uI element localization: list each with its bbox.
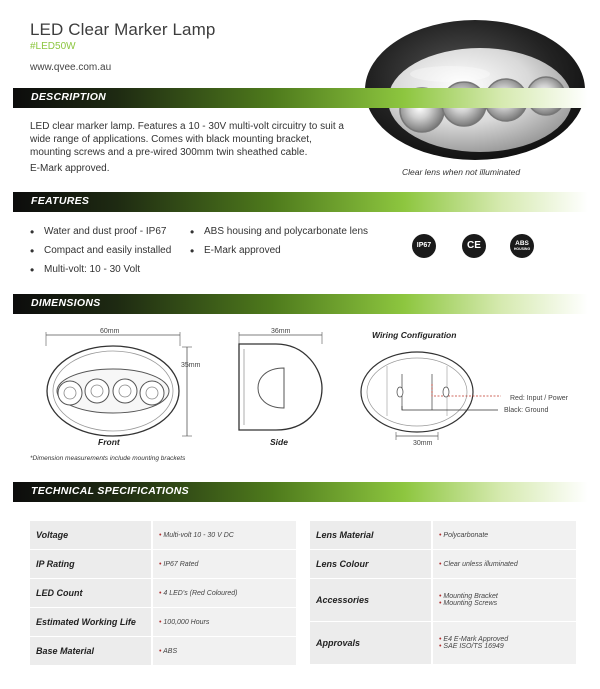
spec-label: Lens Colour (310, 550, 433, 578)
spec-row-lens-colour (310, 550, 576, 579)
spec-table-right (310, 521, 576, 665)
front-view-drawing (35, 330, 205, 438)
spec-label: IP Rating (30, 550, 153, 578)
description-paragraph: LED clear marker lamp. Features a 10 - 30V multi-volt circuitry to suit a wide range of applications. Comes with black mounting bracket, mounting screws and a pre-wired 300mm twin sheathed cable. (30, 121, 344, 158)
spec-value-item: • SAE ISO/TS 16949 (439, 643, 576, 650)
wiring-configuration-title: Wiring Configuration (372, 330, 457, 340)
spec-value-item: • Clear unless illuminated (439, 561, 576, 568)
section-header-features (13, 192, 588, 212)
spec-value-item: • Multi-volt 10 - 30 V DC (159, 532, 296, 539)
features-list-right (190, 226, 368, 264)
spec-row-base-material (30, 637, 296, 666)
wire-spacing-dimension: 30mm (413, 440, 433, 447)
front-height-dimension: 35mm (181, 362, 201, 369)
spec-value-item: • E4 E-Mark Approved (439, 636, 576, 643)
spec-value (153, 637, 296, 665)
feature-item: • ABS housing and polycarbonate lens (190, 226, 368, 245)
side-view-label: Side (270, 437, 288, 447)
spec-value-item: • Mounting Screws (439, 600, 576, 607)
spec-row-voltage (30, 521, 296, 550)
ce-mark-icon: CE (462, 234, 486, 258)
section-title: FEATURES (31, 195, 90, 207)
feature-item: • E-Mark approved (190, 245, 368, 264)
spec-value (433, 521, 576, 549)
section-title: DIMENSIONS (31, 297, 101, 309)
spec-row-lens-material (310, 521, 576, 550)
spec-row-led-count (30, 579, 296, 608)
front-led-4 (140, 381, 164, 405)
spec-value-item: • ABS (159, 648, 296, 655)
section-header-dimensions (13, 294, 588, 314)
section-header-technical-specifications (13, 482, 588, 502)
front-view-label: Front (98, 437, 120, 447)
spec-value (153, 608, 296, 636)
front-led-2 (85, 379, 109, 403)
spec-value-item: • 4 LED's (Red Coloured) (159, 590, 296, 597)
spec-value (433, 622, 576, 664)
spec-row-approvals (310, 622, 576, 665)
section-title: DESCRIPTION (31, 91, 107, 103)
spec-label: Lens Material (310, 521, 433, 549)
spec-label: Accessories (310, 579, 433, 621)
spec-value (433, 550, 576, 578)
dimensions-footnote: *Dimension measurements include mounting brackets (30, 455, 186, 462)
spec-table-left (30, 521, 296, 666)
feature-item: • Multi-volt: 10 - 30 Volt (30, 264, 171, 283)
section-header-description (13, 88, 588, 108)
section-title: TECHNICAL SPECIFICATIONS (31, 485, 189, 497)
spec-value-item: • 100,000 Hours (159, 619, 296, 626)
spec-value-item: • Mounting Bracket (439, 593, 576, 600)
side-width-dimension: 36mm (271, 328, 291, 335)
spec-value (153, 579, 296, 607)
spec-row-working-life (30, 608, 296, 637)
abs-badge-top: ABS (515, 240, 529, 247)
abs-badge-bottom: HOUSING (513, 247, 531, 251)
page-title: LED Clear Marker Lamp (30, 20, 216, 39)
abs-housing-badge-icon (510, 234, 534, 258)
red-wire-label: Red: Input / Power (510, 395, 568, 402)
product-sku: #LED50W (30, 41, 76, 52)
spec-label: Estimated Working Life (30, 608, 153, 636)
image-caption: Clear lens when not illuminated (402, 167, 521, 177)
spec-label: Approvals (310, 622, 433, 664)
spec-value (153, 550, 296, 578)
ip67-badge-icon: IP67 (412, 234, 436, 258)
spec-value (433, 579, 576, 621)
spec-value (153, 521, 296, 549)
spec-value-item: • Polycarbonate (439, 532, 576, 539)
spec-label: Base Material (30, 637, 153, 665)
spec-label: Voltage (30, 521, 153, 549)
front-led-1 (58, 381, 82, 405)
description-emark: E-Mark approved. (30, 163, 110, 174)
feature-item: • Water and dust proof - IP67 (30, 226, 171, 245)
features-list-left (30, 226, 171, 283)
spec-label: LED Count (30, 579, 153, 607)
front-width-dimension: 60mm (100, 328, 120, 335)
black-wire-label: Black: Ground (504, 407, 549, 414)
side-view-drawing (236, 330, 331, 438)
feature-item: • Compact and easily installed (30, 245, 171, 264)
front-led-3 (113, 379, 137, 403)
spec-value-item: • IP67 Rated (159, 561, 296, 568)
spec-row-ip-rating (30, 550, 296, 579)
spec-row-accessories (310, 579, 576, 622)
website-url: www.qvee.com.au (30, 62, 112, 73)
description-text (30, 120, 350, 178)
